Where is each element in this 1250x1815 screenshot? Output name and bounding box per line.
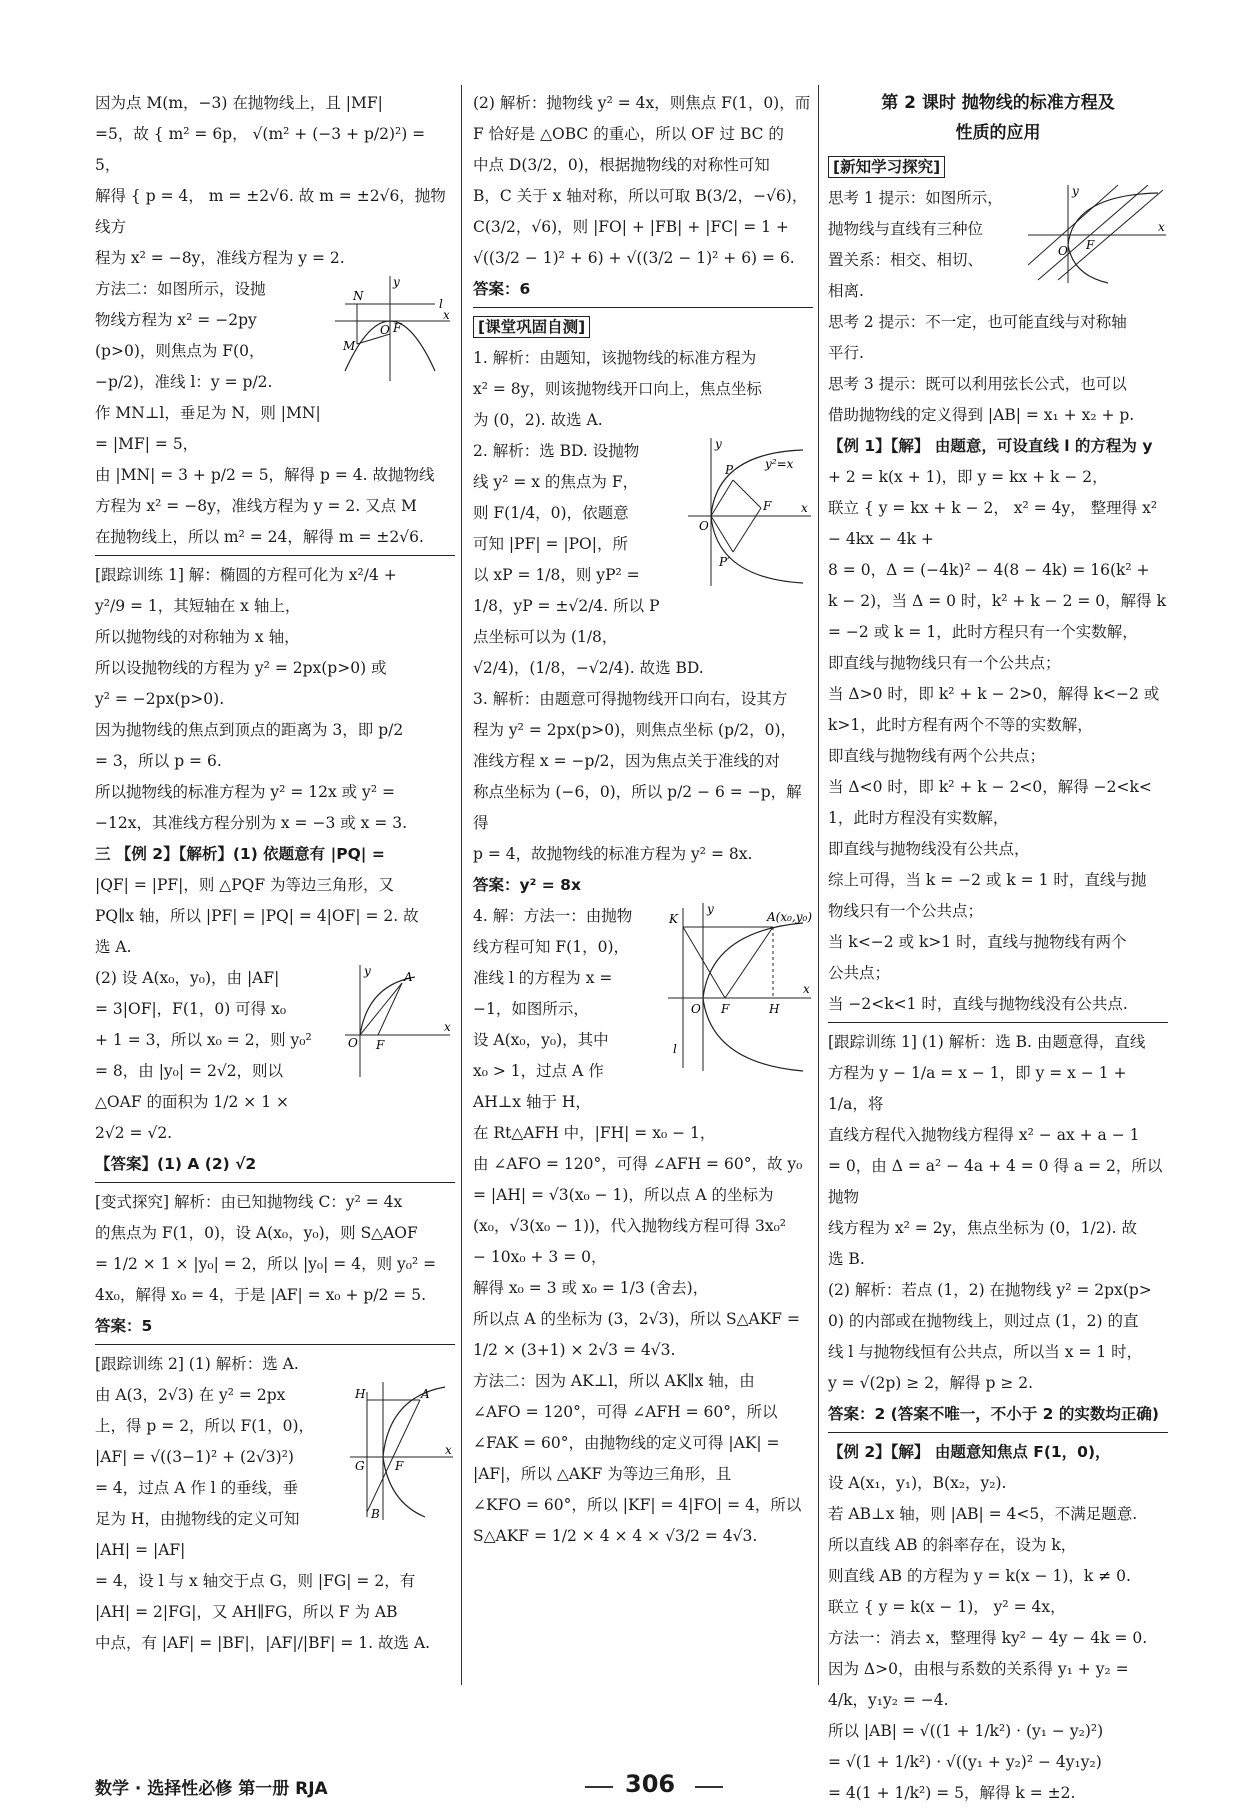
text-line: + 1 = 3，所以 x₀ = 2，则 y₀² [95,1031,312,1049]
svg-text:y: y [1072,185,1079,198]
text-line: 线方程可知 F(1，0)， [473,938,629,956]
text-line: ∠FAK = 60°，由抛物线的定义可得 |AK| = [473,1434,780,1452]
text-line: 因为抛物线的焦点到顶点的距离为 3，即 p/2 [95,721,404,739]
text-line: 物线方程为 x² = −2py [95,311,257,329]
svg-text:l: l [439,297,443,311]
svg-text:O: O [380,323,390,337]
text-line: 所以设抛物线的方程为 y² = 2px(p>0) 或 [95,659,387,677]
text-line: 选 B. [828,1250,865,1268]
svg-text:G: G [355,1459,365,1473]
text-line: 置关系：相交、相切、 [828,251,984,269]
text-line: 方程为 y − 1/a = x − 1，即 y = x − 1 + 1/a，将 [828,1064,1127,1113]
text-line: = |AH| = √3(x₀ − 1)，所以点 A 的坐标为 [473,1186,774,1204]
svg-text:P: P [725,463,734,477]
text-line: 解得 { p = 4， m = ±2√6. 故 m = ±2√6，抛物线方 [95,187,446,236]
text-line: 中点 D(3/2，0)，根据抛物线的对称性可知 [473,156,770,174]
text-line: 线 y² = x 的焦点为 F， [473,473,639,491]
text-line: 在抛物线上，所以 m² = 24，解得 m = ±2√6. [95,528,424,546]
text-line: |AF| = √((3−1)² + (2√3)²) [95,1448,294,1466]
column-right [828,88,1168,1809]
text-line: 抛物线与直线有三种位 [828,220,984,238]
text-line: 8 = 0，Δ = (−4k)² − 4(8 − 4k) = 16(k² + [828,561,1150,579]
text-line: −p/2)，准线 l：y = p/2. [95,373,273,391]
text-line: B，C 关于 x 轴对称，所以可取 B(3/2，−√6)， [473,187,808,205]
figure-parabola-ab [345,1382,455,1533]
answer-line: 答案：6 [473,280,531,298]
text-line: = 0，由 Δ = a² − 4a + 4 = 0 得 a = 2，所以抛物 [828,1157,1163,1206]
text-line: 平行. [828,344,864,362]
text-line: 物线只有一个公共点； [828,902,984,920]
column-middle [473,88,813,1552]
svg-text:A(x₀,y₀): A(x₀,y₀) [767,910,813,924]
svg-text:F: F [763,499,772,513]
text-line: ∠KFO = 60°，所以 |KF| = 4|FO| = 4，所以 [473,1496,802,1514]
text-line: 上，得 p = 2，所以 F(1，0)， [95,1417,315,1435]
text-line: 3. 解析：由题意可得抛物线开口向右，设其方 [473,690,788,708]
text-line: y = √(2p) ≥ 2，解得 p ≥ 2. [828,1374,1034,1392]
text-line: x² = 8y，则该抛物线开口向上，焦点坐标 [473,380,762,398]
svg-text:x: x [443,308,450,322]
text-line: = 3，所以 p = 6. [95,752,222,770]
text-line: 1，此时方程没有实数解， [828,809,1009,827]
figure-parabola-akf [663,903,813,1084]
text-line: 所以点 A 的坐标为 (3，2√3)，所以 S△AKF = [473,1310,800,1328]
text-line: 程为 x² = −8y，准线方程为 y = 2. [95,249,345,267]
text-line: 由 ∠AFO = 120°，可得 ∠AFH = 60°，故 y₀ [473,1155,803,1173]
lesson-title-line: 第 2 课时 抛物线的标准方程及 [881,93,1115,113]
svg-text:A: A [404,970,413,984]
text-line: 思考 1 提示：如图所示， [828,189,1003,207]
text-line: 解得 x₀ = 3 或 x₀ = 1/3 (舍去)， [473,1279,709,1297]
section-heading: [新知学习探究] [828,156,945,178]
text-line: = 4(1 + 1/k²) = 5，解得 k = ±2. [828,1784,1076,1802]
text-line: − 10x₀ + 3 = 0， [473,1248,607,1266]
text-line: 0) 的内部或在抛物线上，则过点 (1，2) 的直 [828,1312,1139,1330]
svg-text:F: F [393,321,402,335]
svg-text:x: x [803,982,810,996]
section-rule [473,307,813,308]
text-line: 当 −2<k<1 时，直线与抛物线没有公共点. [828,995,1128,1013]
text-line: 当 Δ>0 时，即 k² + k − 2>0，解得 k<−2 或 [828,685,1160,703]
text-line: 联立 { y = k(x − 1)， y² = 4x， [828,1598,1066,1616]
text-line: p = 4，故抛物线的标准方程为 y² = 8x. [473,845,753,863]
answer-line: 答案：y² = 8x [473,876,581,894]
text-line: −12x，其准线方程分别为 x = −3 或 x = 3. [95,814,408,832]
text-line: 若 AB⊥x 轴，则 |AB| = 4<5，不满足题意. [828,1505,1138,1523]
text-line: = √(1 + 1/k²) · √((y₁ + y₂)² − 4y₁y₂) [828,1753,1102,1771]
svg-text:x: x [801,501,808,515]
text-line: △OAF 的面积为 1/2 × 1 × [95,1093,289,1111]
section-heading: [课堂巩固自测] [473,316,590,338]
section-rule [828,1022,1168,1023]
svg-text:H: H [769,1002,780,1016]
text-line: =5，故 { m² = 6p， √(m² + (−3 + p/2)²) = 5， [95,125,426,174]
text-line: 设 A(x₀，y₀)，其中 [473,1031,609,1049]
text-line: = −2 或 k = 1，此时方程只有一个实数解， [828,623,1138,641]
text-line: 方法二：因为 AK⊥l，所以 AK∥x 轴，由 [473,1372,755,1390]
text-line: y² = −2px(p>0). [95,690,225,708]
text-line: 因为 Δ>0，由根与系数的关系得 y₁ + y₂ = [828,1660,1129,1678]
text-line: 可知 |PF| = |PO|，所 [473,535,628,553]
text-line: 设 A(x₁，y₁)，B(x₂，y₂). [828,1474,1007,1492]
text-line: 思考 2 提示：不一定，也可能直线与对称轴 [828,313,1127,331]
text-line: 所以 |AB| = √((1 + 1/k²) · (y₁ − y₂)²) [828,1722,1104,1740]
page-footer [95,1772,1170,1802]
text-line: [跟踪训练 2] (1) 解析：选 A. [95,1355,299,1373]
text-line: 即直线与抛物线没有公共点， [828,840,1030,858]
text-line: + 2 = k(x + 1)，即 y = kx + k − 2， [828,468,1108,486]
svg-text:O: O [348,1036,358,1050]
text-line: k − 2)，当 Δ = 0 时，k² + k − 2 = 0，解得 k [828,592,1166,610]
text-line: PQ∥x 轴，所以 |PF| = |PQ| = 4|OF| = 2. 故 [95,907,419,925]
text-line: 4/k，y₁y₂ = −4. [828,1691,949,1709]
text-line: AH⊥x 轴于 H， [473,1093,591,1111]
text-line: = 4，过点 A 作 l 的垂线，垂 [95,1479,299,1497]
text-line: ∠AFO = 120°，可得 ∠AFH = 60°，所以 [473,1403,778,1421]
text-line: 借助抛物线的定义得到 |AB| = x₁ + x₂ + p. [828,406,1135,424]
svg-text:y²=x: y²=x [765,457,794,471]
text-line: |QF| = |PF|，则 △PQF 为等边三角形，又 [95,876,395,894]
column-divider [461,85,462,1685]
section-rule [95,1344,455,1345]
figure-parabola-p [683,438,813,599]
svg-text:y: y [393,276,400,289]
footer-dash [695,1786,723,1788]
section-rule [95,1182,455,1183]
text-line: 选 A. [95,938,132,956]
svg-text:O: O [699,519,709,533]
text-line: 所以抛物线的标准方程为 y² = 12x 或 y² = [95,783,395,801]
text-line: √((3/2 − 1)² + 6) + √((3/2 − 1)² + 6) = 6. [473,249,795,267]
footer-subject: 数学 · 选择性必修 第一册 RJA [95,1779,328,1799]
svg-text:x: x [444,1020,451,1034]
text-line: 以 xP = 1/8，则 yP² = [473,566,640,584]
svg-text:N: N [353,289,364,303]
svg-text:H: H [355,1387,366,1401]
svg-text:F: F [1086,238,1095,252]
text-line: 因为点 M(m，−3) 在抛物线上，且 |MF| [95,94,383,112]
text-line: = 3|OF|，F(1，0) 可得 x₀ [95,1000,287,1018]
text-line: 思考 3 提示：既可以利用弦长公式，也可以 [828,375,1127,393]
text-line: 足为 H，由抛物线的定义可知 |AH| = |AF| [95,1510,300,1559]
text-line: 即直线与抛物线有两个公共点； [828,747,1046,765]
svg-text:O: O [1058,244,1068,258]
text-line: C(3/2，√6)，则 |FO| + |FB| + |FC| = 1 + [473,218,789,236]
text-line: 则 F(1/4，0)，依题意 [473,504,629,522]
text-line: 由 |MN| = 3 + p/2 = 5，解得 p = 4. 故抛物线 [95,466,435,484]
svg-text:y: y [715,438,722,451]
text-line: 方法二：如图所示，设抛 [95,280,266,298]
example-heading: 【例 1】【解】 由题意，可设直线 l 的方程为 y [828,437,1153,455]
text-line: 4x₀，解得 x₀ = 4，于是 |AF| = x₀ + p/2 = 5. [95,1286,426,1304]
text-line: 中点，有 |AF| = |BF|，|AF|/|BF| = 1. 故选 A. [95,1634,431,1652]
text-line: 1. 解析：由题知，该抛物线的标准方程为 [473,349,757,367]
svg-text:F: F [376,1038,385,1052]
text-line: 相离. [828,282,864,300]
text-line: 2√2 = √2. [95,1124,173,1142]
page-number: 306 [625,1770,676,1798]
text-line: 线 l 与抛物线恒有公共点，所以当 x = 1 时， [828,1343,1143,1361]
text-line: = 8，由 |y₀| = 2√2，则以 [95,1062,284,1080]
svg-text:O: O [691,1002,701,1016]
text-line: (2) 解析：若点 (1，2) 在抛物线 y² = 2px(p> [828,1281,1152,1299]
text-line: 所以直线 AB 的斜率存在，设为 k， [828,1536,1077,1554]
text-line: 在 Rt△AFH 中，|FH| = x₀ − 1， [473,1124,716,1142]
text-line: k>1，此时方程有两个不等的实数解， [828,716,1093,734]
text-line: 为 (0，2). 故选 A. [473,411,603,429]
text-line: 联立 { y = kx + k − 2， x² = 4y， 整理得 x² − 4kx − 4k + [828,499,1158,548]
text-line: = 4，设 l 与 x 轴交于点 G，则 |FG| = 2，有 [95,1572,416,1590]
text-line: 准线方程 x = −p/2，因为焦点关于准线的对 [473,752,781,770]
text-line: 则直线 AB 的方程为 y = k(x − 1)，k ≠ 0. [828,1567,1131,1585]
text-line: 方程为 x² = −8y，准线方程为 y = 2. 又点 M [95,497,417,515]
text-line: 当 k<−2 或 k>1 时，直线与抛物线有两个 [828,933,1127,951]
lesson-title [828,88,1168,148]
text-line: |AF|，所以 △AKF 为等边三角形，且 [473,1465,732,1483]
text-line: [变式探究] 解析：由已知抛物线 C：y² = 4x [95,1193,403,1211]
svg-text:l: l [673,1042,677,1056]
text-line: x₀ > 1，过点 A 作 [473,1062,604,1080]
svg-text:P′: P′ [719,555,730,569]
answer-line: 【答案】(1) A (2) √2 [95,1155,257,1173]
figure-parabola-down [335,276,455,397]
text-line: 程为 y² = 2px(p>0)，则焦点坐标 (p/2，0)， [473,721,797,739]
text-line: |AH| = 2|FG|，又 AH∥FG，所以 F 为 AB [95,1603,398,1621]
text-line: [跟踪训练 1] 解：椭圆的方程可化为 x²/4 + [95,566,397,584]
text-line: 称点坐标为 (−6，0)，所以 p/2 − 6 = −p，解得 [473,783,802,832]
svg-text:x: x [1158,220,1165,234]
column-divider [818,85,819,1685]
column-left [95,88,455,1659]
text-line: (x₀，√3(x₀ − 1))，代入抛物线方程可得 3x₀² [473,1217,786,1235]
text-line: 的焦点为 F(1，0)，设 A(x₀，y₀)，则 S△AOF [95,1224,418,1242]
text-line: √2/4)，(1/8，−√2/4). 故选 BD. [473,659,704,677]
section-rule [828,1432,1168,1433]
text-line: 作 MN⊥l，垂足为 N，则 |MN| = |MF| = 5， [95,404,321,453]
text-line: 线方程为 x² = 2y，焦点坐标为 (0，1/2). 故 [828,1219,1138,1237]
text-line: F 恰好是 △OBC 的重心，所以 OF 过 BC 的 [473,125,784,143]
text-line: (2) 解析：抛物线 y² = 4x，则焦点 F(1，0)，而 [473,94,811,112]
lesson-title-line: 性质的应用 [955,123,1041,143]
example-heading: 三 【例 2】【解析】(1) 依题意有 |PQ| = [95,845,385,863]
figure-line-parabola-positions [1028,185,1168,296]
svg-text:K: K [669,912,678,926]
text-line: (p>0)，则焦点为 F(0， [95,342,265,360]
svg-text:M: M [343,339,356,353]
text-line: 4. 解：方法一：由抛物 [473,907,633,925]
text-line: 直线方程代入抛物线方程得 x² − ax + a − 1 [828,1126,1140,1144]
answer-line: 答案：2 (答案不唯一，不小于 2 的实数均正确) [828,1405,1159,1423]
svg-text:y: y [707,903,714,916]
svg-text:F: F [721,1002,730,1016]
svg-text:F: F [395,1459,404,1473]
svg-text:y: y [364,965,371,978]
text-line: 由 A(3，2√3) 在 y² = 2px [95,1386,286,1404]
text-line: [跟踪训练 1] (1) 解析：选 B. 由题意得，直线 [828,1033,1146,1051]
text-line: 准线 l 的方程为 x = [473,969,613,987]
text-line: 公共点； [828,964,891,982]
svg-text:x: x [445,1443,452,1457]
text-line: 方法一：消去 x，整理得 ky² − 4y − 4k = 0. [828,1629,1148,1647]
text-line: = 1/2 × 1 × |y₀| = 2，所以 |y₀| = 4，则 y₀² = [95,1255,437,1273]
figure-parabola-right [340,965,455,1091]
text-line: (2) 设 A(x₀，y₀)，由 |AF| [95,969,280,987]
text-line: y²/9 = 1，其短轴在 x 轴上， [95,597,301,615]
svg-text:B: B [371,1507,380,1521]
text-line: 即直线与抛物线只有一个公共点； [828,654,1061,672]
footer-dash [585,1786,613,1788]
text-line: 所以抛物线的对称轴为 x 轴， [95,628,300,646]
text-line: −1，如图所示， [473,1000,589,1018]
text-line: 综上可得，当 k = −2 或 k = 1 时，直线与抛 [828,871,1147,889]
text-line: 1/8，yP = ±√2/4. 所以 P 点坐标可以为 (1/8， [473,597,660,646]
answer-line: 答案：5 [95,1317,153,1335]
text-line: 当 Δ<0 时，即 k² + k − 2<0，解得 −2<k< [828,778,1152,796]
text-line: 1/2 × (3+1) × 2√3 = 4√3. [473,1341,676,1359]
text-line: S△AKF = 1/2 × 4 × 4 × √3/2 = 4√3. [473,1527,758,1545]
text-line: 2. 解析：选 BD. 设抛物 [473,442,640,460]
section-rule [95,555,455,556]
example-heading: 【例 2】【解】 由题意知焦点 F(1，0)， [828,1443,1111,1461]
svg-text:A: A [421,1387,430,1401]
